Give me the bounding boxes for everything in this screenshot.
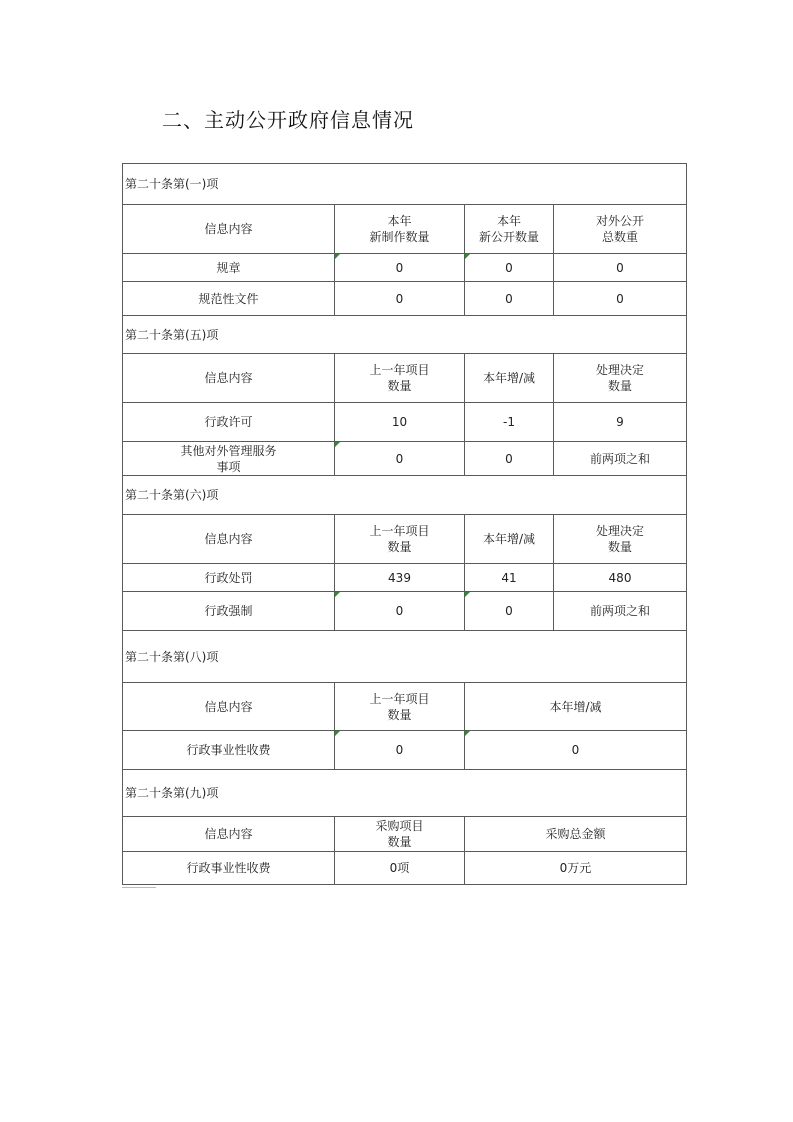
page-title: 二、主动公开政府信息情况 — [162, 108, 414, 132]
section-header-row — [123, 164, 687, 205]
column-header: 本年增/减 — [465, 515, 554, 564]
column-header-row — [123, 817, 687, 852]
row-label: 行政许可 — [123, 403, 335, 442]
column-header — [335, 515, 465, 564]
value-cell: 0 — [465, 592, 554, 631]
value-cell: 0 — [335, 592, 465, 631]
table-row — [123, 852, 687, 885]
column-header-text: 上一年项目 数量 — [369, 363, 430, 393]
table-row — [123, 564, 687, 592]
section-header: 第二十条第(九)项 — [123, 770, 687, 817]
section-header: 第二十条第(一)项 — [123, 164, 687, 205]
column-header-text: 上一年项目 数量 — [369, 524, 430, 554]
value-cell: 0 — [335, 254, 465, 282]
table-bottom-rule — [122, 887, 156, 888]
value-cell: 9 — [554, 403, 687, 442]
section-header-row — [123, 631, 687, 683]
column-header-row — [123, 683, 687, 731]
row-label — [123, 442, 335, 476]
table-row — [123, 442, 687, 476]
value-cell: 0 — [335, 282, 465, 316]
column-header-text: 上一年项目 数量 — [369, 691, 430, 722]
column-header: 信息内容 — [123, 205, 335, 254]
column-header: 信息内容 — [123, 683, 335, 731]
column-header-row — [123, 205, 687, 254]
section-header: 第二十条第(八)项 — [123, 631, 687, 683]
value-cell: 0 — [554, 254, 687, 282]
column-header-text: 处理决定 数量 — [595, 363, 644, 393]
section-header: 第二十条第(六)项 — [123, 476, 687, 515]
section-header-row — [123, 770, 687, 817]
value-cell: 10 — [335, 403, 465, 442]
column-header-text: 对外公开 总数重 — [595, 214, 644, 244]
value-cell: 前两项之和 — [554, 592, 687, 631]
table-row — [123, 282, 687, 316]
column-header — [335, 683, 465, 731]
column-header-text: 处理决定 数量 — [595, 524, 644, 554]
table-row — [123, 731, 687, 770]
value-cell: -1 — [465, 403, 554, 442]
value-cell: 0 — [465, 282, 554, 316]
column-header-text: 本年 新制作数量 — [369, 214, 430, 244]
value-cell: 0 — [335, 731, 465, 770]
column-header-text: 采购项目 数量 — [375, 819, 424, 849]
column-header-row — [123, 515, 687, 564]
value-cell: 439 — [335, 564, 465, 592]
column-header: 信息内容 — [123, 515, 335, 564]
row-label: 行政事业性收费 — [123, 731, 335, 770]
row-label: 规范性文件 — [123, 282, 335, 316]
column-header: 信息内容 — [123, 817, 335, 852]
table-row — [123, 592, 687, 631]
value-cell: 0 — [554, 282, 687, 316]
row-label: 行政事业性收费 — [123, 852, 335, 885]
column-header — [335, 817, 465, 852]
column-header-row — [123, 354, 687, 403]
value-cell: 0 — [465, 731, 687, 770]
column-header: 本年增/减 — [465, 354, 554, 403]
column-header — [554, 205, 687, 254]
row-label: 行政强制 — [123, 592, 335, 631]
row-label: 行政处罚 — [123, 564, 335, 592]
value-cell: 0 — [465, 442, 554, 476]
section-header-row — [123, 316, 687, 354]
column-header: 本年增/减 — [465, 683, 687, 731]
table-row — [123, 403, 687, 442]
table-row — [123, 254, 687, 282]
value-cell: 41 — [465, 564, 554, 592]
value-cell: 0 — [335, 442, 465, 476]
column-header-text: 本年 新公开数量 — [478, 214, 539, 244]
value-cell: 前两项之和 — [554, 442, 687, 476]
column-header — [335, 205, 465, 254]
column-header — [554, 515, 687, 564]
column-header: 采购总金额 — [465, 817, 687, 852]
column-header — [554, 354, 687, 403]
column-header: 信息内容 — [123, 354, 335, 403]
section-header-row — [123, 476, 687, 515]
column-header — [465, 205, 554, 254]
column-header — [335, 354, 465, 403]
value-cell: 480 — [554, 564, 687, 592]
info-table — [122, 163, 687, 885]
row-label: 规章 — [123, 254, 335, 282]
value-cell: 0万元 — [465, 852, 687, 885]
row-label-text: 其他对外管理服务 事项 — [180, 443, 277, 474]
value-cell: 0项 — [335, 852, 465, 885]
section-header: 第二十条第(五)项 — [123, 316, 687, 354]
value-cell: 0 — [465, 254, 554, 282]
